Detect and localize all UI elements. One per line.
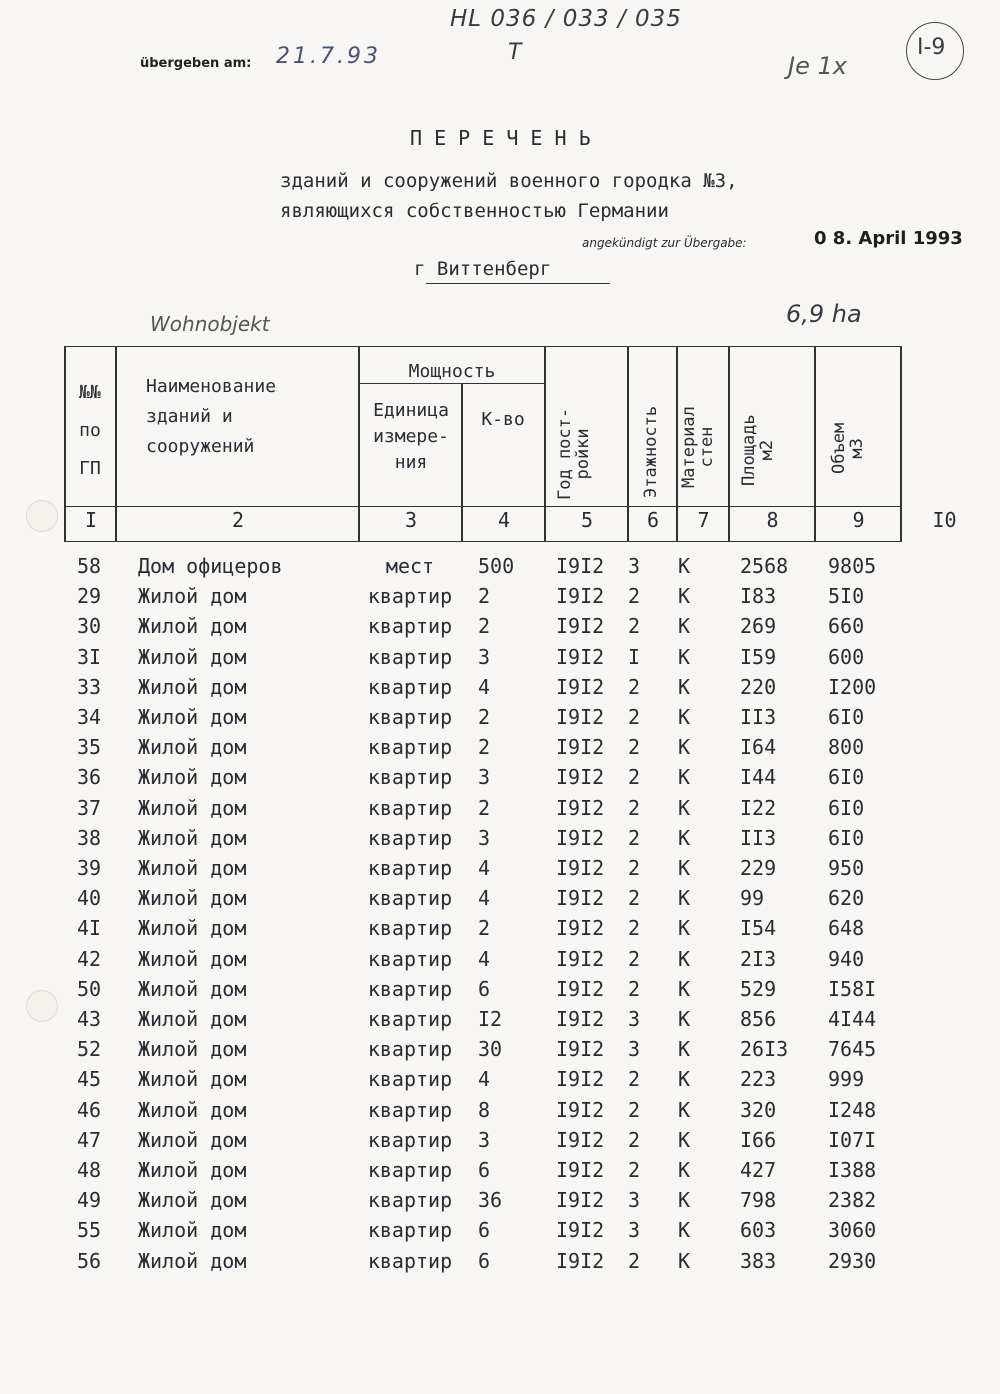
header-unit-line3: ния bbox=[394, 452, 428, 473]
table-row bbox=[0, 1155, 1000, 1185]
column-number: 2 bbox=[231, 508, 245, 532]
row-floors: 2 bbox=[628, 795, 641, 820]
city: г Виттенберг bbox=[414, 258, 552, 280]
row-name: Жилой дом bbox=[138, 1097, 247, 1122]
row-year: I9I2 bbox=[556, 584, 605, 609]
row-number: 33 bbox=[76, 674, 102, 699]
row-floors: 2 bbox=[628, 916, 641, 941]
row-volume: I200 bbox=[828, 674, 877, 699]
row-area: II3 bbox=[740, 825, 777, 850]
row-number: 4I bbox=[76, 916, 102, 941]
table-row bbox=[0, 1246, 1000, 1276]
table-row bbox=[0, 1004, 1000, 1034]
row-volume: 620 bbox=[828, 886, 865, 911]
row-area: 603 bbox=[740, 1218, 777, 1243]
area-note: 6,9 ha bbox=[786, 300, 862, 328]
table-row bbox=[0, 974, 1000, 1004]
header-volume-line1: Объем bbox=[829, 422, 849, 474]
row-year: I9I2 bbox=[556, 1067, 605, 1092]
column-number: I0 bbox=[932, 508, 957, 532]
row-material: К bbox=[678, 1067, 691, 1092]
row-name: Жилой дом bbox=[138, 946, 247, 971]
row-area: II3 bbox=[740, 705, 777, 729]
row-year: I9I2 bbox=[556, 554, 605, 578]
row-qty: 2 bbox=[478, 916, 491, 941]
row-number: 48 bbox=[76, 1158, 102, 1182]
title-line-1: зданий и сооружений военного городка №3, bbox=[280, 170, 738, 192]
header-unit-line2: измере- bbox=[373, 426, 449, 447]
row-area: I66 bbox=[740, 1127, 777, 1152]
row-floors: 2 bbox=[628, 705, 641, 729]
row-number: 45 bbox=[76, 1067, 102, 1092]
header-year-line1: Год пост- bbox=[555, 407, 575, 500]
row-year: I9I2 bbox=[556, 1188, 605, 1213]
row-number: 50 bbox=[76, 976, 102, 1001]
row-area: 856 bbox=[740, 1007, 777, 1031]
row-year: I9I2 bbox=[556, 1127, 605, 1152]
row-material: К bbox=[678, 1188, 691, 1213]
row-floors: 2 bbox=[628, 1097, 641, 1122]
row-volume: 6I0 bbox=[828, 795, 865, 820]
row-unit: квартир bbox=[367, 916, 453, 941]
header-material-line2: стен bbox=[697, 426, 717, 468]
city-underline bbox=[426, 283, 610, 284]
row-material: К bbox=[678, 825, 691, 850]
row-unit: квартир bbox=[367, 1127, 453, 1152]
table-row bbox=[0, 581, 1000, 611]
row-number: 42 bbox=[76, 946, 102, 971]
row-floors: 2 bbox=[628, 584, 641, 609]
row-qty: 36 bbox=[478, 1188, 503, 1213]
row-volume: 600 bbox=[828, 644, 865, 669]
row-unit: квартир bbox=[367, 856, 453, 880]
transferred-date: 21.7.93 bbox=[276, 44, 381, 69]
table-row bbox=[0, 1185, 1000, 1215]
row-qty: 3 bbox=[478, 825, 491, 850]
row-qty: 6 bbox=[478, 1248, 491, 1273]
row-floors: 2 bbox=[628, 674, 641, 699]
row-volume: I388 bbox=[828, 1158, 877, 1182]
row-material: К bbox=[678, 856, 691, 880]
table-row bbox=[0, 913, 1000, 943]
row-number: 52 bbox=[76, 1037, 102, 1062]
row-year: I9I2 bbox=[556, 644, 605, 669]
row-volume: 5I0 bbox=[828, 584, 865, 609]
row-material: К bbox=[678, 1007, 691, 1031]
row-floors: 2 bbox=[628, 825, 641, 850]
row-number: 34 bbox=[76, 705, 102, 729]
row-year: I9I2 bbox=[556, 735, 605, 760]
document-heading: П Е Р Е Ч Е Н Ь bbox=[410, 126, 591, 150]
row-year: I9I2 bbox=[556, 946, 605, 971]
row-name: Жилой дом bbox=[138, 825, 247, 850]
row-number: 38 bbox=[76, 825, 102, 850]
row-material: К bbox=[678, 916, 691, 941]
row-material: К bbox=[678, 584, 691, 609]
row-qty: 2 bbox=[478, 614, 491, 639]
announce-date: 0 8. April 1993 bbox=[814, 228, 963, 249]
row-number: 55 bbox=[76, 1218, 102, 1243]
row-year: I9I2 bbox=[556, 976, 605, 1001]
row-material: К bbox=[678, 1248, 691, 1273]
header-area-line2: м2 bbox=[757, 439, 777, 461]
row-floors: 2 bbox=[628, 1067, 641, 1092]
row-material: К bbox=[678, 976, 691, 1001]
row-number: 3I bbox=[76, 644, 102, 669]
table-row bbox=[0, 793, 1000, 823]
row-area: 26I3 bbox=[740, 1037, 789, 1062]
row-name: Жилой дом bbox=[138, 765, 247, 790]
row-qty: I2 bbox=[478, 1007, 503, 1031]
reference-number: HL 036 / 033 / 035 bbox=[450, 6, 682, 32]
row-area: 269 bbox=[740, 614, 777, 639]
column-number: 7 bbox=[697, 508, 710, 532]
table-row bbox=[0, 642, 1000, 672]
row-floors: 3 bbox=[628, 1218, 641, 1243]
row-unit: квартир bbox=[367, 1097, 453, 1122]
table-row bbox=[0, 823, 1000, 853]
row-qty: 4 bbox=[478, 1067, 491, 1092]
row-area: I83 bbox=[740, 584, 777, 609]
row-year: I9I2 bbox=[556, 674, 605, 699]
row-unit: квартир bbox=[367, 795, 453, 820]
row-year: I9I2 bbox=[556, 1097, 605, 1122]
row-year: I9I2 bbox=[556, 886, 605, 911]
row-name: Жилой дом bbox=[138, 976, 247, 1001]
row-name: Жилой дом bbox=[138, 1158, 247, 1182]
row-unit: квартир bbox=[367, 1037, 453, 1062]
row-qty: 3 bbox=[478, 644, 491, 669]
row-area: 320 bbox=[740, 1097, 777, 1122]
row-floors: 2 bbox=[628, 1248, 641, 1273]
header-material-line1: Материал bbox=[679, 406, 699, 488]
row-qty: 6 bbox=[478, 1218, 491, 1243]
row-number: 30 bbox=[76, 614, 102, 639]
row-volume: 6I0 bbox=[828, 825, 865, 850]
row-name: Жилой дом bbox=[138, 1037, 247, 1062]
row-year: I9I2 bbox=[556, 1248, 605, 1273]
table-row bbox=[0, 883, 1000, 913]
row-qty: 30 bbox=[478, 1037, 503, 1062]
row-number: 37 bbox=[76, 795, 102, 820]
row-volume: 2382 bbox=[828, 1188, 877, 1213]
row-qty: 2 bbox=[478, 705, 491, 729]
table-row bbox=[0, 672, 1000, 702]
row-qty: 4 bbox=[478, 946, 491, 971]
row-material: К bbox=[678, 1037, 691, 1062]
column-number: I bbox=[84, 508, 98, 532]
header-name-line1: Наименование bbox=[146, 376, 277, 397]
row-material: К bbox=[678, 1097, 691, 1122]
row-floors: 3 bbox=[628, 1007, 641, 1031]
row-floors: I bbox=[628, 644, 641, 669]
row-area: 2I3 bbox=[740, 946, 777, 971]
row-qty: 3 bbox=[478, 1127, 491, 1152]
row-floors: 3 bbox=[628, 1188, 641, 1213]
row-material: К bbox=[678, 1158, 691, 1182]
row-unit: квартир bbox=[367, 674, 453, 699]
row-unit: квартир bbox=[367, 1218, 453, 1243]
row-volume: I58I bbox=[828, 976, 877, 1001]
row-area: 229 bbox=[740, 856, 777, 880]
row-name: Жилой дом bbox=[138, 1067, 247, 1092]
table-row bbox=[0, 1215, 1000, 1245]
row-number: 46 bbox=[76, 1097, 102, 1122]
row-floors: 2 bbox=[628, 976, 641, 1001]
category-note: Wohnobjekt bbox=[150, 312, 270, 336]
table-row bbox=[0, 732, 1000, 762]
initials: Je 1x bbox=[788, 52, 847, 80]
header-no-line2: по bbox=[79, 420, 101, 441]
row-year: I9I2 bbox=[556, 1037, 605, 1062]
row-material: К bbox=[678, 614, 691, 639]
row-name: Жилой дом bbox=[138, 614, 247, 639]
row-name: Жилой дом bbox=[138, 856, 247, 880]
row-unit: квартир bbox=[367, 644, 453, 669]
row-area: I59 bbox=[740, 644, 777, 669]
column-number: 8 bbox=[766, 508, 779, 532]
punch-hole bbox=[26, 500, 58, 532]
row-unit: мест bbox=[385, 554, 435, 578]
row-number: 58 bbox=[76, 554, 102, 578]
row-number: 43 bbox=[76, 1007, 102, 1031]
table-row bbox=[0, 702, 1000, 732]
row-area: 223 bbox=[740, 1067, 777, 1092]
row-name: Жилой дом bbox=[138, 1218, 247, 1243]
row-volume: 800 bbox=[828, 735, 865, 760]
table-row bbox=[0, 1034, 1000, 1064]
row-volume: 648 bbox=[828, 916, 865, 941]
header-unit-line1: Единица bbox=[373, 400, 449, 421]
row-name: Жилой дом bbox=[138, 644, 247, 669]
row-area: I44 bbox=[740, 765, 777, 790]
table-row bbox=[0, 762, 1000, 792]
row-unit: квартир bbox=[367, 1158, 453, 1182]
header-capacity: Мощность bbox=[408, 361, 496, 382]
row-unit: квартир bbox=[367, 946, 453, 971]
row-area: 383 bbox=[740, 1248, 777, 1273]
row-volume: 940 bbox=[828, 946, 865, 971]
row-qty: 6 bbox=[478, 976, 491, 1001]
row-qty: 4 bbox=[478, 674, 491, 699]
announce-label: angekündigt zur Übergabe: bbox=[582, 236, 747, 250]
row-volume: 999 bbox=[828, 1067, 865, 1092]
row-qty: 6 bbox=[478, 1158, 491, 1182]
row-name: Жилой дом bbox=[138, 886, 247, 911]
row-year: I9I2 bbox=[556, 1218, 605, 1243]
row-floors: 2 bbox=[628, 735, 641, 760]
row-volume: 9805 bbox=[828, 554, 877, 578]
row-name: Жилой дом bbox=[138, 735, 247, 760]
row-area: 2568 bbox=[740, 554, 789, 578]
row-unit: квартир bbox=[367, 1248, 453, 1273]
row-floors: 2 bbox=[628, 765, 641, 790]
row-material: К bbox=[678, 1127, 691, 1152]
row-material: К bbox=[678, 795, 691, 820]
row-year: I9I2 bbox=[556, 705, 605, 729]
column-number: 5 bbox=[580, 508, 594, 532]
row-year: I9I2 bbox=[556, 856, 605, 880]
row-unit: квартир bbox=[367, 705, 453, 729]
row-material: К bbox=[678, 765, 691, 790]
row-name: Жилой дом bbox=[138, 705, 247, 729]
row-floors: 2 bbox=[628, 1127, 641, 1152]
row-material: К bbox=[678, 886, 691, 911]
row-floors: 3 bbox=[628, 1037, 641, 1062]
header-name-line2: зданий и bbox=[146, 406, 233, 427]
row-material: К bbox=[678, 705, 691, 729]
header-floors: Этажность bbox=[641, 405, 661, 498]
transferred-label: übergeben am: bbox=[140, 56, 252, 71]
row-unit: квартир bbox=[367, 614, 453, 639]
row-material: К bbox=[678, 674, 691, 699]
circled-mark: I-9 bbox=[906, 22, 964, 80]
row-qty: 2 bbox=[478, 735, 491, 760]
table-row bbox=[0, 853, 1000, 883]
row-floors: 2 bbox=[628, 1158, 641, 1182]
row-unit: квартир bbox=[367, 1188, 453, 1213]
row-floors: 2 bbox=[628, 614, 641, 639]
row-year: I9I2 bbox=[556, 614, 605, 639]
header-name-line3: сооружений bbox=[146, 436, 255, 457]
row-floors: 2 bbox=[628, 886, 641, 911]
row-year: I9I2 bbox=[556, 1158, 605, 1182]
row-qty: 500 bbox=[478, 554, 515, 578]
row-material: К bbox=[678, 644, 691, 669]
title-line-2: являющихся собственностью Германии bbox=[280, 200, 669, 222]
row-area: I64 bbox=[740, 735, 777, 760]
row-name: Жилой дом bbox=[138, 584, 247, 609]
header-year-line2: ройки bbox=[573, 428, 593, 480]
row-qty: 8 bbox=[478, 1097, 491, 1122]
row-volume: 4I44 bbox=[828, 1007, 877, 1031]
row-qty: 4 bbox=[478, 886, 491, 911]
row-area: 99 bbox=[740, 886, 765, 911]
row-unit: квартир bbox=[367, 584, 453, 609]
row-volume: I07I bbox=[828, 1127, 877, 1152]
table-row bbox=[0, 944, 1000, 974]
column-number: 3 bbox=[404, 508, 418, 532]
table-row bbox=[0, 1064, 1000, 1094]
row-floors: 2 bbox=[628, 946, 641, 971]
table-row bbox=[0, 1095, 1000, 1125]
row-year: I9I2 bbox=[556, 765, 605, 790]
row-name: Жилой дом bbox=[138, 674, 247, 699]
row-volume: 6I0 bbox=[828, 705, 865, 729]
table-row bbox=[0, 1125, 1000, 1155]
row-name: Дом офицеров bbox=[138, 554, 283, 578]
header-volume-line2: м3 bbox=[847, 438, 867, 459]
column-number: 6 bbox=[646, 508, 660, 532]
header-no-line3: ГП bbox=[79, 458, 101, 479]
row-volume: I248 bbox=[828, 1097, 877, 1122]
row-number: 35 bbox=[76, 735, 102, 760]
row-unit: квартир bbox=[367, 825, 453, 850]
row-material: К bbox=[678, 554, 691, 578]
row-area: 798 bbox=[740, 1188, 777, 1213]
row-number: 40 bbox=[76, 886, 102, 911]
row-qty: 4 bbox=[478, 856, 491, 880]
row-material: К bbox=[678, 946, 691, 971]
row-name: Жилой дом bbox=[138, 1248, 247, 1273]
header-qty: К-во bbox=[481, 409, 525, 430]
reference-mark: T bbox=[508, 40, 522, 65]
row-volume: 3060 bbox=[828, 1218, 877, 1243]
row-unit: квартир bbox=[367, 1067, 453, 1092]
header-no-line1: №№ bbox=[79, 382, 101, 403]
column-number: 4 bbox=[497, 508, 511, 532]
row-year: I9I2 bbox=[556, 916, 605, 941]
row-name: Жилой дом bbox=[138, 795, 247, 820]
row-number: 49 bbox=[76, 1188, 102, 1213]
row-area: I54 bbox=[740, 916, 777, 941]
row-material: К bbox=[678, 1218, 691, 1243]
row-unit: квартир bbox=[367, 976, 453, 1001]
row-year: I9I2 bbox=[556, 825, 605, 850]
row-unit: квартир bbox=[367, 886, 453, 911]
table-row bbox=[0, 551, 1000, 581]
row-number: 39 bbox=[76, 856, 102, 880]
row-volume: 6I0 bbox=[828, 765, 865, 790]
row-qty: 2 bbox=[478, 795, 491, 820]
row-material: К bbox=[678, 735, 691, 760]
row-unit: квартир bbox=[367, 735, 453, 760]
row-number: 29 bbox=[76, 584, 102, 609]
row-volume: 660 bbox=[828, 614, 865, 639]
row-floors: 3 bbox=[628, 554, 641, 578]
row-name: Жилой дом bbox=[138, 1127, 247, 1152]
column-number: 9 bbox=[852, 508, 865, 532]
row-volume: 950 bbox=[828, 856, 865, 880]
row-floors: 2 bbox=[628, 856, 641, 880]
row-area: 427 bbox=[740, 1158, 777, 1182]
row-qty: 2 bbox=[478, 584, 491, 609]
row-number: 56 bbox=[76, 1248, 102, 1273]
row-number: 47 bbox=[76, 1127, 102, 1152]
table-row bbox=[0, 611, 1000, 641]
row-name: Жилой дом bbox=[138, 916, 247, 941]
row-volume: 7645 bbox=[828, 1037, 877, 1062]
row-unit: квартир bbox=[367, 1007, 453, 1031]
row-qty: 3 bbox=[478, 765, 491, 790]
row-unit: квартир bbox=[367, 765, 453, 790]
header-area-line1: Площадь bbox=[739, 414, 759, 486]
row-name: Жилой дом bbox=[138, 1007, 247, 1031]
row-volume: 2930 bbox=[828, 1248, 877, 1273]
row-number: 36 bbox=[76, 765, 102, 790]
row-area: 220 bbox=[740, 674, 777, 699]
row-year: I9I2 bbox=[556, 795, 605, 820]
row-name: Жилой дом bbox=[138, 1188, 247, 1213]
row-area: 529 bbox=[740, 976, 777, 1001]
row-year: I9I2 bbox=[556, 1007, 605, 1031]
row-area: I22 bbox=[740, 795, 777, 820]
